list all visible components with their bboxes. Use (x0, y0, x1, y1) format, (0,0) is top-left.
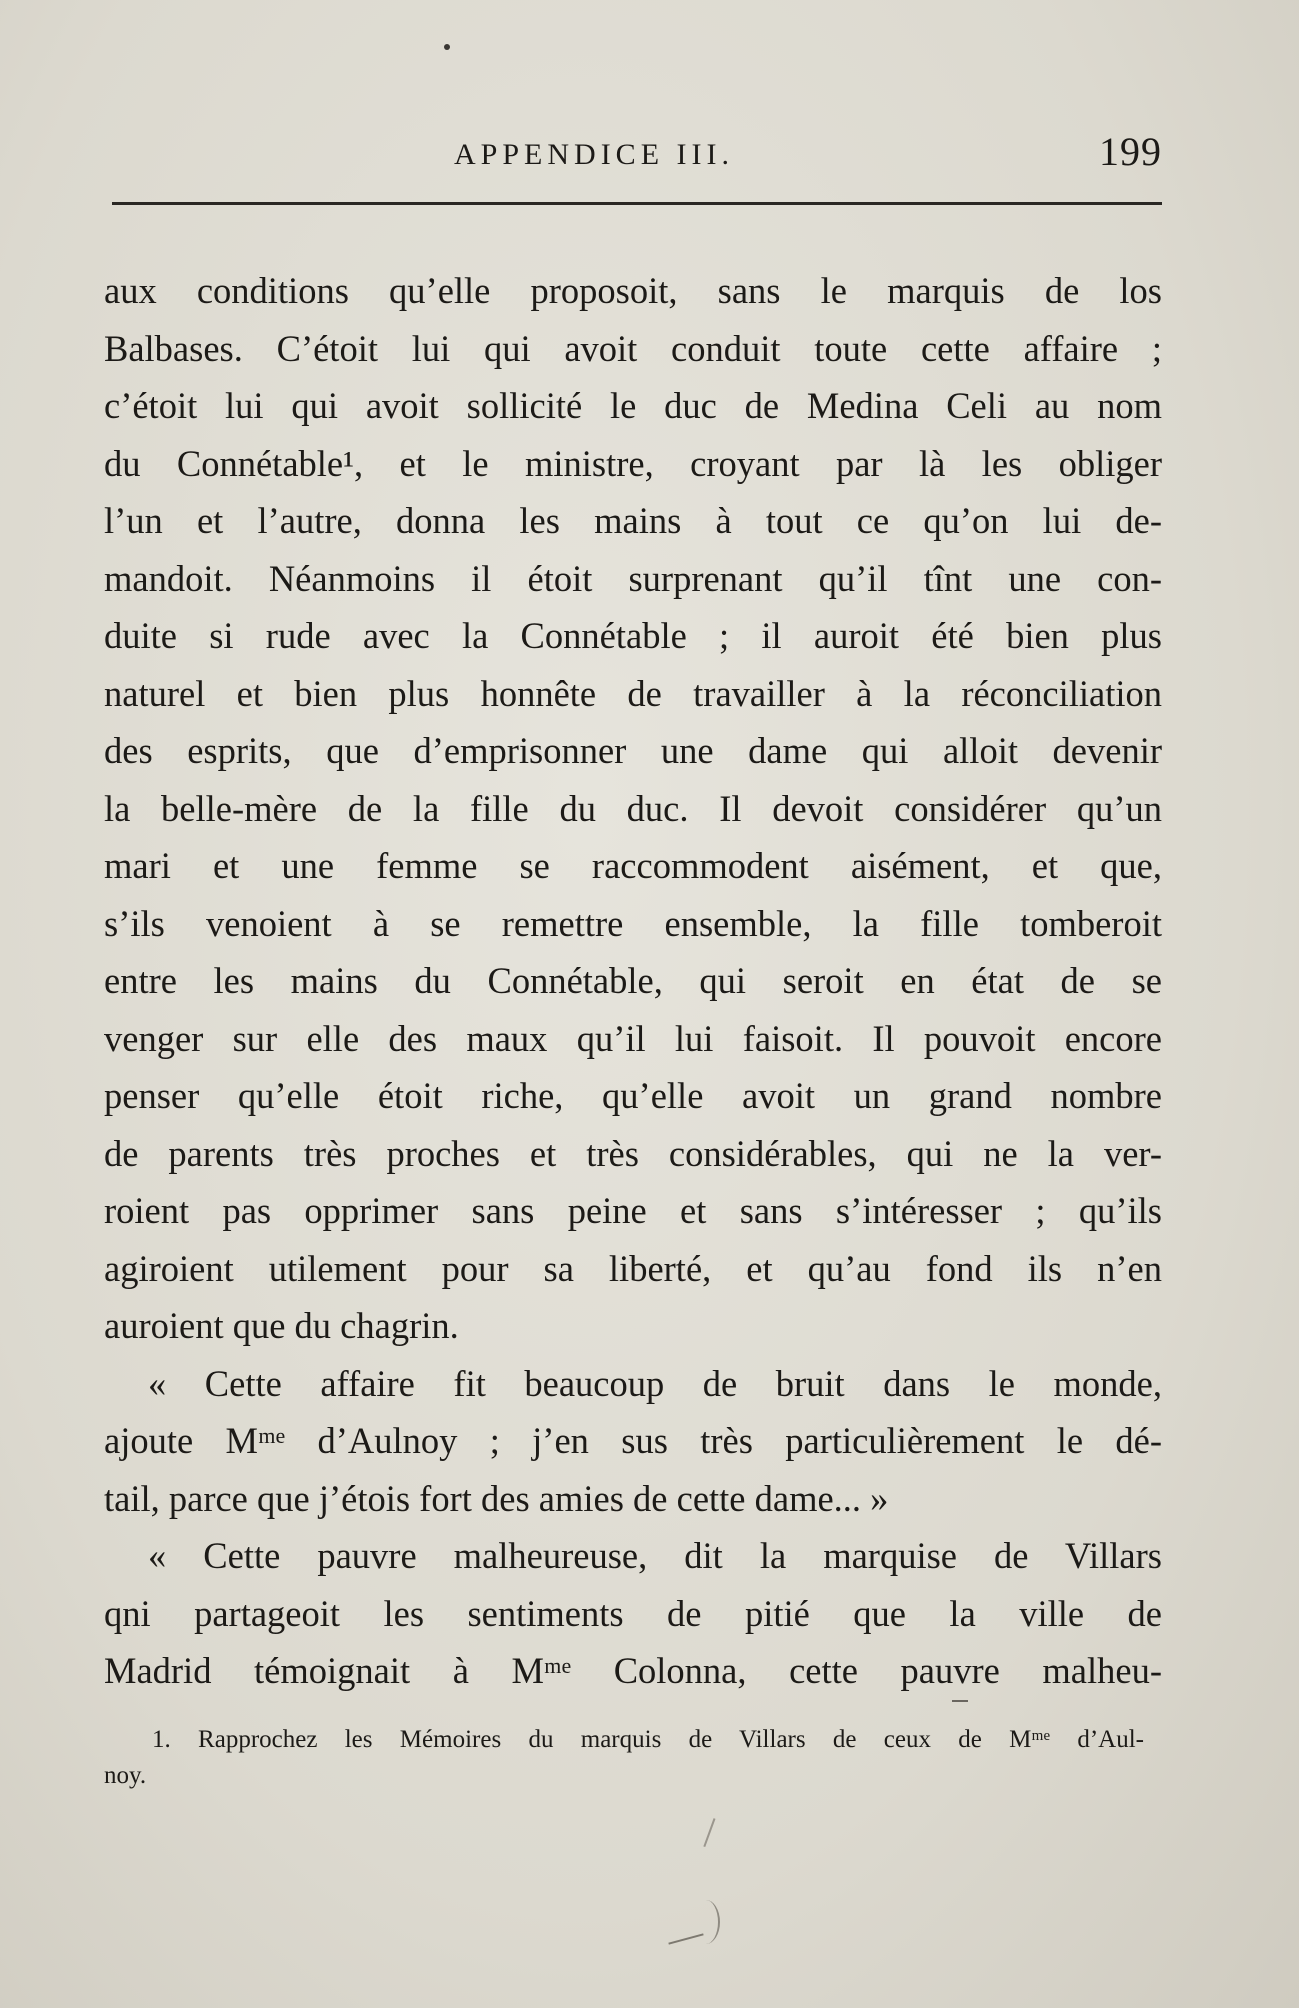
running-title: APPENDICE III. (454, 138, 734, 171)
pencil-mark (703, 1818, 728, 1852)
ink-speck (444, 44, 450, 50)
text-line: l’un et l’autre, donna les mains à tout ce qu’on lui de- (104, 500, 1162, 541)
text-line: venger sur elle des maux qu’il lui faisoit. Il pouvoit encore (104, 1017, 1162, 1059)
text-line: des esprits, que d’emprisonner une dame qui alloit devenir (104, 730, 1162, 771)
text-line: « Cette affaire fit beaucoup de bruit dans le monde, (148, 1362, 1162, 1404)
text-line: auroient que du chagrin. (104, 1305, 459, 1346)
text-line: penser qu’elle étoit riche, qu’elle avoit un grand nombre (104, 1075, 1162, 1116)
page-header (104, 128, 1162, 178)
body-text (104, 262, 1162, 1700)
text-line: agiroient utilement pour sa liberté, et qu’au fond ils n’en (104, 1247, 1162, 1289)
stray-mark (952, 1700, 968, 1702)
footnote (104, 1722, 1144, 1794)
text-line: de parents très proches et très considérables, qui ne la ver- (104, 1132, 1162, 1174)
text-line: qni partageoit les sentiments de pitié que la ville de (104, 1592, 1162, 1634)
text-line: Balbases. C’étoit lui qui avoit conduit toute cette affaire ; (104, 327, 1162, 369)
footnote-line: noy. (104, 1762, 147, 1789)
text-line: Madrid témoignait à Mᵐᵉ Colonna, cette pauvre malheu- (104, 1650, 1162, 1691)
pencil-mark (692, 1900, 720, 1944)
footnote-line: 1. Rapprochez les Mémoires du marquis de Villars de ceux de Mᵐᵉ d’Aul- (152, 1726, 1144, 1753)
text-line: la belle-mère de la fille du duc. Il devoit considérer qu’un (104, 787, 1162, 829)
text-line: du Connétable¹, et le ministre, croyant par là les obliger (104, 442, 1162, 484)
text-line: s’ils venoient à se remettre ensemble, la fille tomberoit (104, 902, 1162, 944)
text-line: tail, parce que j’étois fort des amies de cette dame... » (104, 1477, 889, 1519)
text-line: mari et une femme se raccommodent aisément, et que, (104, 845, 1162, 886)
header-rule (112, 202, 1162, 205)
text-line: mandoit. Néanmoins il étoit surprenant qu’il tînt une con- (104, 557, 1162, 599)
text-line: roient pas opprimer sans peine et sans s’intéresser ; qu’ils (104, 1190, 1162, 1231)
page-number: 199 (1099, 129, 1162, 174)
text-line: naturel et bien plus honnête de travailler à la réconciliation (104, 672, 1162, 714)
text-line: duite si rude avec la Connétable ; il auroit été bien plus (104, 615, 1162, 656)
text-line: aux conditions qu’elle proposoit, sans le marquis de los (104, 270, 1162, 311)
text-line: c’étoit lui qui avoit sollicité le duc de Medina Celi au nom (104, 385, 1162, 426)
text-line: ajoute Mᵐᵉ d’Aulnoy ; j’en sus très particulièrement le dé- (104, 1420, 1162, 1461)
text-line: entre les mains du Connétable, qui seroit en état de se (104, 960, 1162, 1001)
text-line: « Cette pauvre malheureuse, dit la marquise de Villars (148, 1535, 1162, 1576)
